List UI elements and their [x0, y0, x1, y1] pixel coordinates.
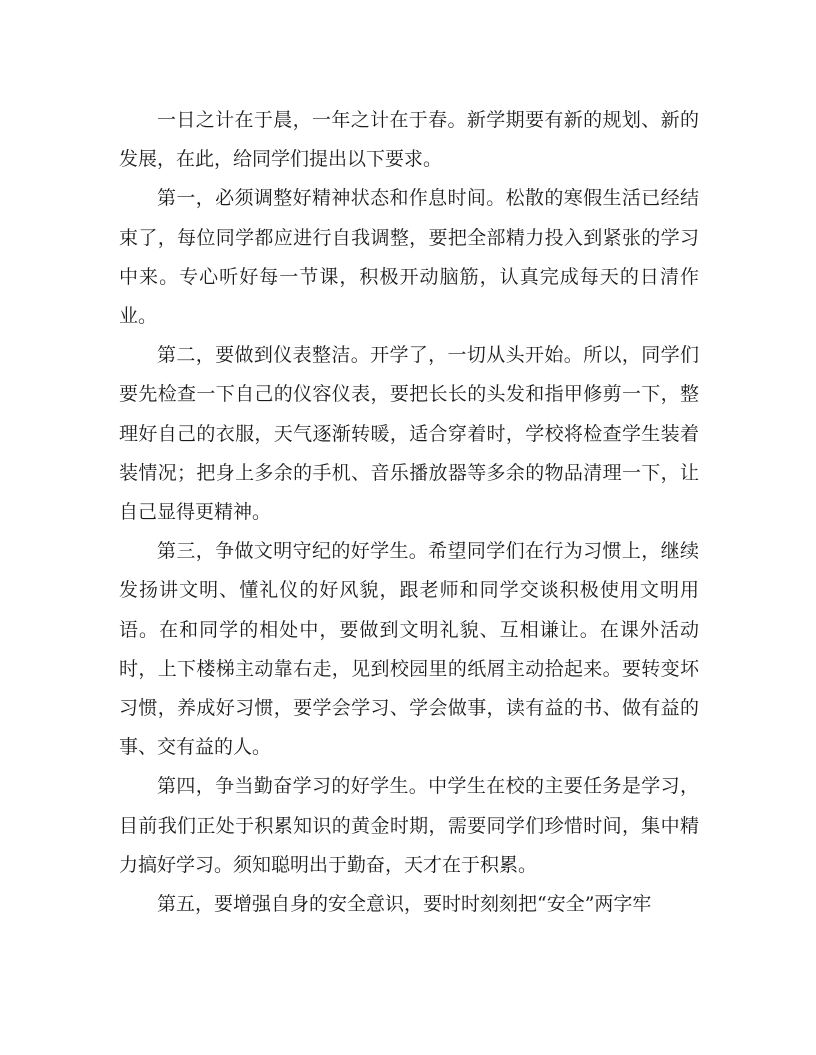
- paragraph-intro: 一日之计在于晨，一年之计在于春。新学期要有新的规划、新的发展，在此，给同学们提出以下要求。: [119, 109, 699, 171]
- paragraph-third: 第三，争做文明守纪的好学生。希望同学们在行为习惯上，继续发扬讲文明、懂礼仪的好风貌，跟老师和同学交谈积极使用文明用语。在和同学的相处中，要做到文明礼貌、互相谦让。在课外活动时，上下楼梯主动靠右走，见到校园里的纸屑主动拾起来。要转变坏习惯，养成好习惯，要学会学习、学会做事，读有益的书、做有益的事、交有益的人。: [119, 540, 699, 759]
- paragraph-second: 第二，要做到仪表整洁。开学了，一切从头开始。所以，同学们要先检查一下自己的仪容仪表，要把长长的头发和指甲修剪一下，整理好自己的衣服，天气逐渐转暖，适合穿着时，学校将检查学生装着装情况；把身上多余的手机、音乐播放器等多余的物品清理一下，让自己显得更精神。: [119, 344, 699, 524]
- document-body: [119, 101, 699, 924]
- paragraph-fourth: 第四，争当勤奋学习的好学生。中学生在校的主要任务是学习，目前我们正处于积累知识的黄金时期，需要同学们珍惜时间，集中精力搞好学习。须知聪明出于勤奋，天才在于积累。: [119, 775, 699, 876]
- paragraph-first: 第一，必须调整好精神状态和作息时间。松散的寒假生活已经结束了，每位同学都应进行自我调整，要把全部精力投入到紧张的学习中来。专心听好每一节课，积极开动脑筋，认真完成每天的日清作业。: [119, 187, 699, 328]
- paragraph-fifth: 第五，要增强自身的安全意识，要时时刻刻把“安全”两字牢: [157, 893, 652, 916]
